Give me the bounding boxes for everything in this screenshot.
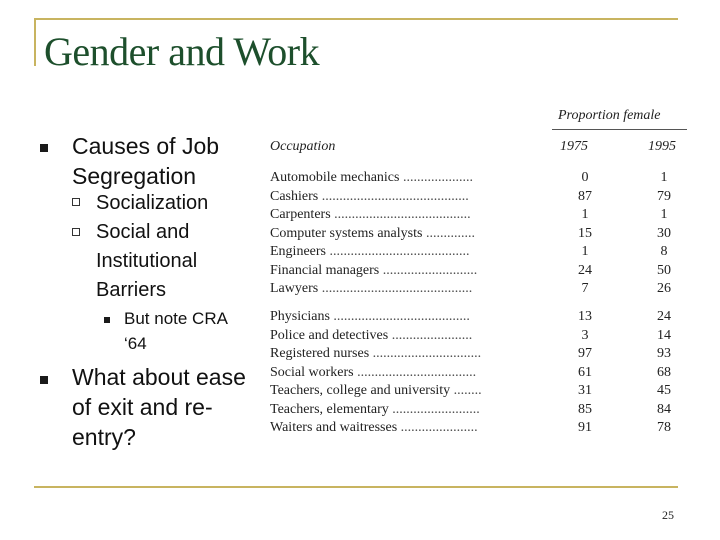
- value-1975-cell: 87: [578, 188, 592, 204]
- value-1975-cell: 61: [578, 364, 592, 380]
- value-1995-cell: 50: [657, 262, 671, 278]
- value-1995-cell: 14: [657, 327, 671, 343]
- page-number: 25: [662, 508, 674, 522]
- occupation-cell: Waiters and waitresses ......................: [270, 420, 478, 435]
- value-1995-cell: 26: [657, 281, 671, 296]
- occupation-cell: Engineers ........................................: [270, 244, 470, 259]
- occupation-cell: Teachers, college and university ........: [270, 383, 482, 398]
- occupation-cell: Cashiers ..........................................: [270, 188, 469, 204]
- value-1995-cell: 68: [657, 364, 671, 380]
- value-1975-cell: 1: [581, 244, 589, 259]
- bullet-square-icon: [40, 144, 48, 152]
- occupation-cell: Police and detectives .......................: [270, 327, 473, 343]
- occupation-cell: Social workers ..................................: [270, 364, 477, 380]
- table-col-1995: 1995: [648, 139, 676, 154]
- value-1995-cell: 8: [660, 244, 668, 259]
- occupation-cell: Lawyers ...........................................: [270, 281, 473, 296]
- bullet-causes-of-job-segregation: Causes of Job Segregation: [72, 133, 220, 189]
- occupation-cell: Automobile mechanics ....................: [270, 170, 473, 185]
- bullet-exit-reentry: What about ease of exit and re-entry?: [72, 364, 246, 450]
- value-1995-cell: 1: [660, 207, 668, 222]
- bullet-square-icon: [40, 376, 48, 384]
- value-1995-cell: 84: [657, 401, 671, 417]
- left-rule: [34, 18, 36, 66]
- occupation-cell: Physicians .......................................: [270, 309, 470, 324]
- value-1975-cell: 31: [578, 383, 592, 398]
- value-1995-cell: 93: [657, 346, 671, 361]
- value-1995-cell: 79: [657, 188, 671, 204]
- table-group-rule: [552, 129, 687, 130]
- table-col-1975: 1975: [560, 139, 588, 154]
- occupation-cell: Teachers, elementary .........................: [270, 401, 480, 417]
- slide-title: Gender and Work: [44, 29, 320, 74]
- sub-sub-bullet-icon: [104, 317, 110, 323]
- value-1995-cell: 1: [660, 170, 668, 185]
- value-1975-cell: 24: [578, 262, 592, 278]
- value-1995-cell: 45: [657, 383, 671, 398]
- sub-bullet-social-institutional-barriers: Social and Institutional Barriers: [96, 221, 198, 301]
- occupation-cell: Registered nurses ...............................: [270, 346, 482, 361]
- table-group-header: Proportion female: [558, 108, 661, 123]
- value-1975-cell: 85: [578, 401, 592, 417]
- value-1975-cell: 97: [578, 346, 592, 361]
- value-1975-cell: 15: [578, 225, 592, 241]
- value-1975-cell: 1: [581, 207, 589, 222]
- sub-bullet-icon: [72, 228, 80, 236]
- sub-bullet-socialization: Socialization: [96, 192, 209, 214]
- value-1995-cell: 24: [657, 309, 671, 324]
- value-1975-cell: 7: [581, 281, 589, 296]
- value-1975-cell: 91: [578, 420, 592, 435]
- value-1975-cell: 0: [581, 170, 589, 185]
- bottom-rule: [34, 486, 678, 488]
- occupation-cell: Computer systems analysts ..............: [270, 225, 475, 241]
- value-1995-cell: 78: [657, 420, 671, 435]
- table-col-occupation: Occupation: [270, 139, 336, 154]
- occupation-cell: Financial managers ...........................: [270, 262, 478, 278]
- value-1975-cell: 3: [581, 327, 589, 343]
- occupation-cell: Carpenters .......................................: [270, 207, 471, 222]
- sub-bullet-icon: [72, 198, 80, 206]
- top-rule: [34, 18, 678, 20]
- sub-sub-bullet-cra: But note CRA ‘64: [124, 309, 228, 353]
- value-1995-cell: 30: [657, 225, 671, 241]
- occupation-table: [262, 102, 690, 442]
- value-1975-cell: 13: [578, 309, 592, 324]
